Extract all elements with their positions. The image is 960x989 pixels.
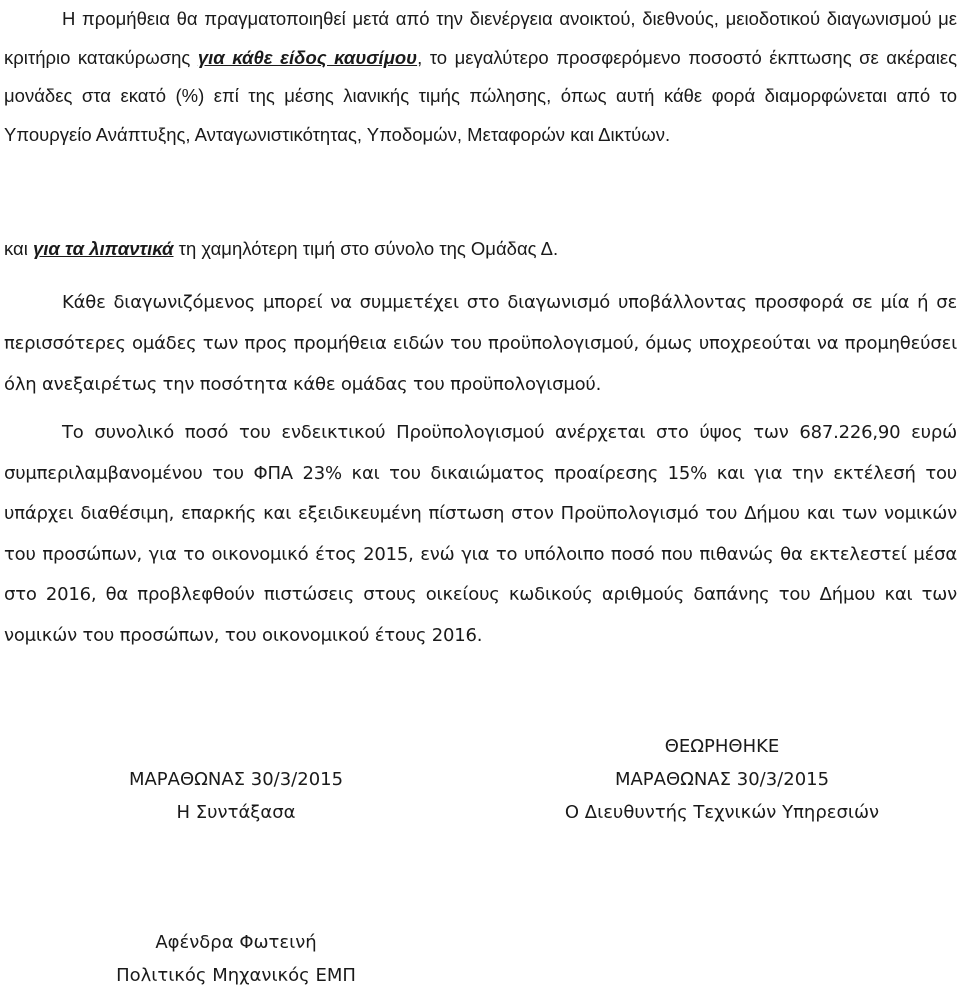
author-role: Η Συντάξασα [176,802,296,823]
left-place-date: ΜΑΡΑΘΩΝΑΣ 30/3/2015 [128,769,344,790]
author-title: Πολιτικός Μηχανικός ΕΜΠ [116,965,356,986]
director-role: Ο Διευθυντής Τεχνικών Υπηρεσιών [564,802,880,823]
approved-label: ΘΕΩΡΗΘΗΚΕ [664,736,780,757]
procurement-criteria-paragraph [4,0,957,154]
author-name: Αφένδρα Φωτεινή [155,932,317,953]
budget-paragraph: Το συνολικό ποσό του ενδεικτικού Προϋπολογισμού ανέρχεται στο ύψος των 687.226,90 ευρώ συμπεριλαμβανομένου του ΦΠΑ 23% και του δικαιώματος προαίρεσης 15% και για την εκτέλεσή του υπάρχει διαθέσιμη, επαρκής και εξειδικευμένη πίστωση στον Προϋπολογισμό του Δήμου και των νομικών του προσώπων, για το οικονομικό έτος 2015, ενώ για το υπόλοιπο ποσό που πιθανώς θα εκτελεστεί μέσα στο 2016, θα προβλεφθούν πιστώσεις στους οικείους κωδικούς αριθμούς δαπάνης του Δήμου και των νομικών του προσώπων, του οικονομικού έτους 2016. [4,422,957,646]
paragraph-text: και [4,238,33,259]
paragraph-text: τη χαμηλότερη τιμή στο σύνολο της Ομάδας Δ. [173,238,559,259]
emphasis-lubricants: για τα λιπαντικά [32,238,174,259]
participation-paragraph: Κάθε διαγωνιζόμενος μπορεί να συμμετέχει στο διαγωνισμό υποβάλλοντας προσφορά σε μία ή σε περισσότερες ομάδες των προς προμήθεια ειδών του προϋπολογισμού, όμως υποχρεούται να προμηθεύσει όλη ανεξαιρέτως την ποσότητα κάθε ομάδας του προϋπολογισμού. [4,292,957,395]
paragraph-text: , το μεγαλύτερο προσφερόμενο ποσοστό έκπτωσης σε ακέραιες μονάδες στα εκατό (%) επί της μέσης λιανικής τιμής πώλησης, όπως αυτή κάθε φορά διαμορφώνεται από το Υπουργείο Ανάπτυξης, Ανταγωνιστικότητας, Υποδομών, Μεταφορών και Δικτύων. [4,46,957,145]
paragraph-text: Η προμήθεια θα πραγματοποιηθεί μετά από την διενέργεια ανοικτού, διεθνούς, μειοδοτικού διαγωνισμού με κριτήριο κατακύρωσης [4,8,957,68]
lubricants-paragraph [4,230,957,268]
emphasis-fuel: για κάθε είδος καυσίμου [197,46,418,68]
right-place-date: ΜΑΡΑΘΩΝΑΣ 30/3/2015 [614,769,830,790]
